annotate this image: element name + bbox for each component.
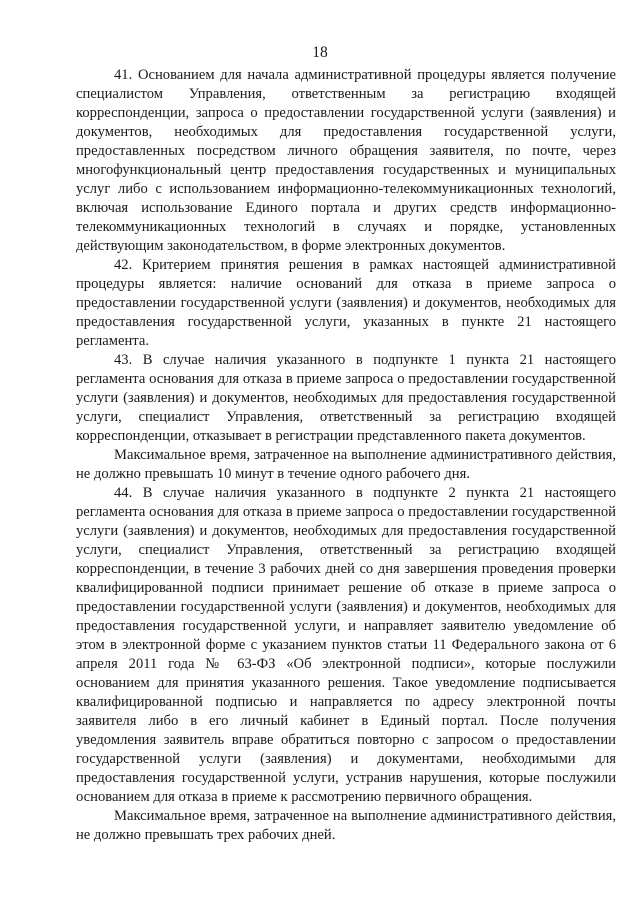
- paragraph-44: 44. В случае наличия указанного в подпункте 2 пункта 21 настоящего регламента основания для отказа в приеме запроса о предоставлении государственной услуги (заявления) и документов, необходимых для предоставления государственной услуги, специалист Управления, ответственный за регистрацию входящей корреспонденции, в течение 3 рабочих дней со дня завершения проведения проверки квалифицированной подписи принимает решение об отказе в приеме запроса о предоставлении государственной услуги (заявления) и документов, необходимых для предоставления государственной услуги, и направляет заявителю уведомление об этом в электронной форме с указанием пунктов статьи 11 Федерального закона от 6 апреля 2011 года № 63-ФЗ «Об электронной подписи», которые послужили основанием для принятия указанного решения. Такое уведомление подписывается квалифицированной подписью и направляется по адресу электронной почты заявителя либо в его личный кабинет в Единый портал. После получения уведомления заявитель вправе обратиться повторно с запросом о предоставлении государственной услуги (заявления) и документами, необходимыми для предоставления государственной услуги, устранив нарушения, которые послужили основанием для отказа в приеме к рассмотрению первичного обращения.: [76, 485, 616, 805]
- document-body: [76, 66, 616, 845]
- paragraph-44-max-time: Максимальное время, затраченное на выполнение административного действия, не должно превышать трех рабочих дней.: [76, 808, 616, 843]
- paragraph-42: 42. Критерием принятия решения в рамках настоящей административной процедуры является: наличие оснований для отказа в приеме запроса о предоставлении государственной услуги (заявления) и документов, необходимых для предоставления государственной услуги, указанных в пункте 21 настоящего регламента.: [76, 257, 616, 349]
- paragraph-43-max-time: Максимальное время, затраченное на выполнение административного действия, не должно превышать 10 минут в течение одного рабочего дня.: [76, 447, 616, 482]
- page-number: 18: [312, 44, 328, 61]
- paragraph-43: 43. В случае наличия указанного в подпункте 1 пункта 21 настоящего регламента основания для отказа в приеме запроса о предоставлении государственной услуги (заявления) и документов, необходимых для предоставления государственной услуги, специалист Управления, ответственный за регистрацию входящей корреспонденции, отказывает в регистрации представленного пакета документов.: [76, 352, 616, 444]
- paragraph-41: 41. Основанием для начала административной процедуры является получение специалистом Управления, ответственным за регистрацию входящей корреспонденции, запроса о предоставлении государственной услуги (заявления) и документов, необходимых для предоставления государственной услуги, предоставленных посредством личного обращения заявителя, по почте, через многофункциональный центр предоставления государственных и муниципальных услуг либо с использованием информационно-телекоммуникационных технологий, включая использование Единого портала и других средств информационно-телекоммуникационных технологий в случаях и порядке, установленных действующим законодательством, в форме электронных документов.: [76, 67, 616, 254]
